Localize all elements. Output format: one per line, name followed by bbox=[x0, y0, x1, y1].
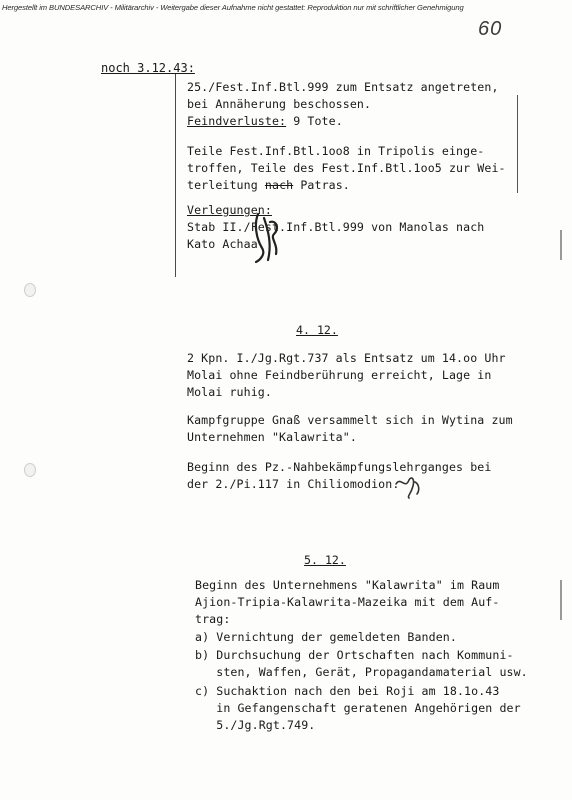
losses-value: 9 Tote. bbox=[293, 114, 343, 128]
text-line bbox=[187, 178, 350, 192]
text-line: der 2./Pi.117 in Chiliomodion. bbox=[187, 477, 400, 491]
list-item-continuation: 5./Jg.Rgt.749. bbox=[195, 718, 316, 732]
list-item: c) Suchaktion nach den bei Roji am 18.1o.43 bbox=[195, 684, 500, 698]
text-line: bei Annäherung beschossen. bbox=[187, 97, 372, 111]
margin-rule bbox=[175, 73, 176, 277]
struck-word: nach bbox=[264, 178, 294, 192]
list-item: a) Vernichtung der gemeldeten Banden. bbox=[195, 630, 457, 644]
handwritten-initials-mark bbox=[393, 472, 423, 500]
text-line: 25./Fest.Inf.Btl.999 zum Entsatz angetreten, bbox=[187, 80, 499, 94]
scan-edge-mark bbox=[560, 230, 562, 260]
list-item: b) Durchsuchung der Ortschaften nach Kommuni- bbox=[195, 648, 514, 662]
handwritten-initials-mark bbox=[250, 210, 284, 266]
text-fragment: Patras. bbox=[300, 178, 350, 192]
list-item-continuation: sten, Waffen, Gerät, Propagandamaterial usw. bbox=[195, 665, 528, 679]
text-line: Teile Fest.Inf.Btl.1oo8 in Tripolis einge- bbox=[187, 144, 485, 158]
scan-edge-mark bbox=[560, 580, 562, 620]
entry-date-heading: 5. 12. bbox=[304, 553, 346, 567]
text-line: Kampfgruppe Gnaß versammelt sich in Wytina zum bbox=[187, 413, 513, 427]
punch-hole-mark bbox=[24, 463, 36, 477]
punch-hole-mark bbox=[24, 283, 36, 297]
archive-stamp: Hergestellt im BUNDESARCHIV - Militärarchiv - Weitergabe dieser Aufnahme nicht gestattet: Reproduktion nur mit schriftlicher Genehmigung bbox=[2, 3, 464, 12]
losses-label: Feindverluste: bbox=[187, 114, 287, 128]
text-line: Stab II./Fest.Inf.Btl.999 von Manolas nach bbox=[187, 220, 485, 234]
text-line: Beginn des Unternehmens "Kalawrita" im Raum bbox=[195, 578, 500, 592]
transfers-label: Verlegungen: bbox=[187, 203, 272, 217]
list-item-continuation: in Gefangenschaft geratenen Angehörigen der bbox=[195, 701, 521, 715]
text-line: Unternehmen "Kalawrita". bbox=[187, 430, 357, 444]
text-line: 2 Kpn. I./Jg.Rgt.737 als Entsatz um 14.oo Uhr bbox=[187, 351, 506, 365]
entry-date-heading: 4. 12. bbox=[296, 323, 338, 337]
text-line: trag: bbox=[195, 612, 231, 626]
margin-rule-right bbox=[517, 95, 518, 193]
text-line: Kato Achaa. bbox=[187, 237, 265, 251]
page-number: 60 bbox=[478, 18, 503, 40]
text-line: Ajion-Tripia-Kalawrita-Mazeika mit dem Auf- bbox=[195, 595, 500, 609]
text-line: Beginn des Pz.-Nahbekämpfungslehrganges bei bbox=[187, 460, 492, 474]
text-line: Molai ohne Feindberührung erreicht, Lage in bbox=[187, 368, 492, 382]
text-line: troffen, Teile des Fest.Inf.Btl.1oo5 zur Wei- bbox=[187, 161, 506, 175]
text-fragment: terleitung bbox=[187, 178, 258, 192]
losses-line bbox=[187, 114, 343, 128]
text-line: Molai ruhig. bbox=[187, 385, 272, 399]
entry-date-label: noch 3.12.43: bbox=[101, 61, 195, 75]
